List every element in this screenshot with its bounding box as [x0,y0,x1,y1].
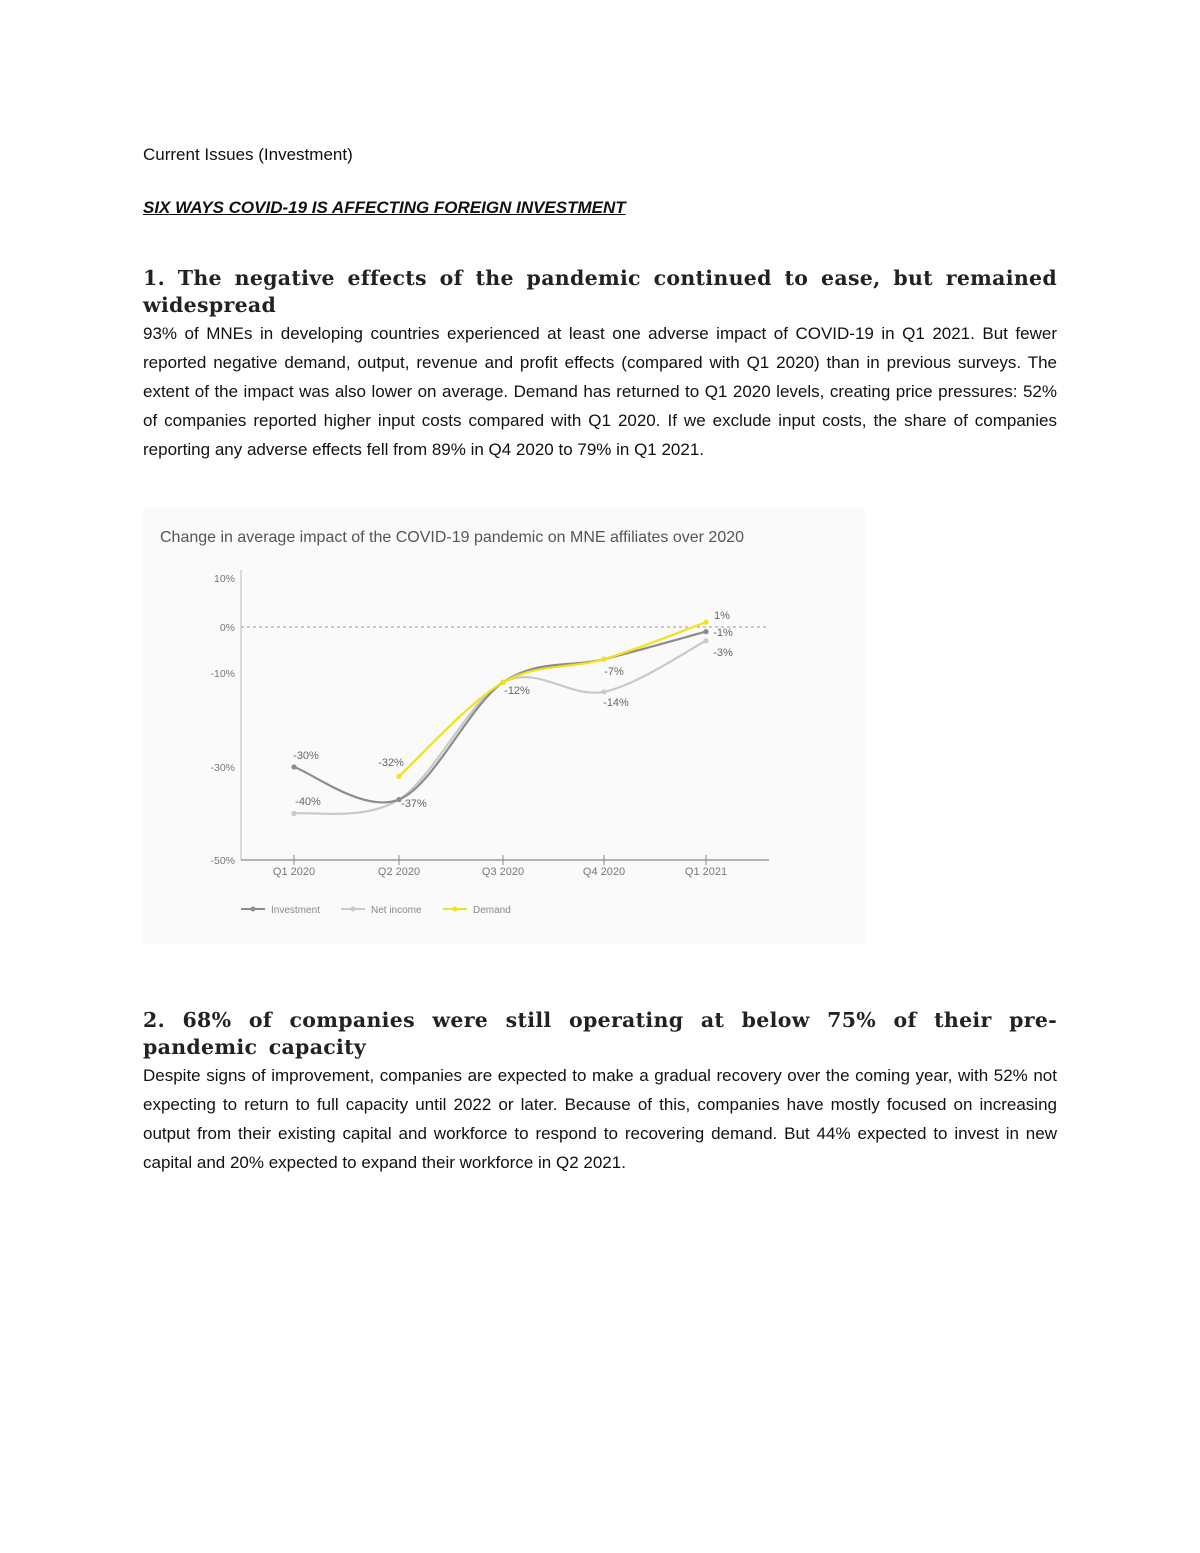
data-label: 1% [714,610,730,622]
data-point-net-income [601,689,606,694]
document-subtitle: SIX WAYS COVID-19 IS AFFECTING FOREIGN INVESTMENT [143,198,626,217]
y-tick-label: 10% [213,573,235,585]
line-chart [143,508,865,944]
data-label: -7% [604,666,624,678]
section-1 [143,265,1057,464]
y-tick-label: -50% [210,855,235,867]
data-point-net-income [703,638,708,643]
y-tick-label: -10% [210,668,235,680]
x-tick-label: Q3 2020 [481,866,525,878]
section-1-body: 93% of MNEs in developing countries experienced at least one adverse impact of COVID-19 in Q1 2021. But fewer reported negative demand, output, revenue and profit effects (compared with Q1 2020) than in previous surveys. The extent of the impact was also lower on average. Demand has returned to Q1 2020 levels, creating price pressures: 52% of companies reported higher input costs compared with Q1 2020. If we exclude input costs, the share of companies reporting any adverse effects fell from 89% in Q4 2020 to 79% in Q1 2021. [143,324,1057,459]
x-tick-label: Q1 2020 [272,866,316,878]
data-label: -3% [713,647,733,659]
x-tick-label: Q1 2021 [684,866,728,878]
chart-canvas [143,508,865,944]
legend-marker-investment [251,907,256,912]
data-label: -32% [378,757,404,769]
legend-marker-net-income [351,907,356,912]
section-1-heading: 1. The negative effects of the pandemic continued to ease, but remained widespread [143,266,1057,317]
x-tick-label: Q2 2020 [377,866,421,878]
data-label: -12% [504,685,530,697]
section-2-body: Despite signs of improvement, companies are expected to make a gradual recovery over the coming year, with 52% not expecting to return to full capacity until 2022 or later. Because of this, companies have mostly focused on increasing output from their existing capital and workforce to respond to recovering demand. But 44% expected to invest in new capital and 20% expected to expand their workforce in Q2 2021. [143,1066,1057,1172]
y-tick-label: -30% [210,762,235,774]
data-label: -14% [603,697,629,709]
data-point-demand [601,657,606,662]
legend-label-net-income: Net income [371,905,422,916]
data-label: -37% [401,798,427,810]
data-label: -1% [713,627,733,639]
series-line-investment [294,632,706,803]
data-point-investment [703,629,708,634]
document-title: Current Issues (Investment) [143,145,353,164]
data-label: -30% [293,750,319,762]
data-label: -40% [295,796,321,808]
data-point-investment [291,764,296,769]
legend-label-investment: Investment [271,905,320,916]
data-point-demand [703,620,708,625]
chart-title: Change in average impact of the COVID-19 pandemic on MNE affiliates over 2020 [160,529,745,546]
section-2 [143,1007,1057,1177]
data-point-demand [396,774,401,779]
x-tick-label: Q4 2020 [582,866,626,878]
y-tick-label: 0% [219,622,235,634]
data-point-net-income [291,811,296,816]
legend-label-demand: Demand [473,905,511,916]
legend-marker-demand [453,907,458,912]
section-2-heading: 2. 68% of companies were still operating at below 75% of their pre-pandemic capacity [143,1008,1057,1059]
series-line-net-income [294,641,706,814]
